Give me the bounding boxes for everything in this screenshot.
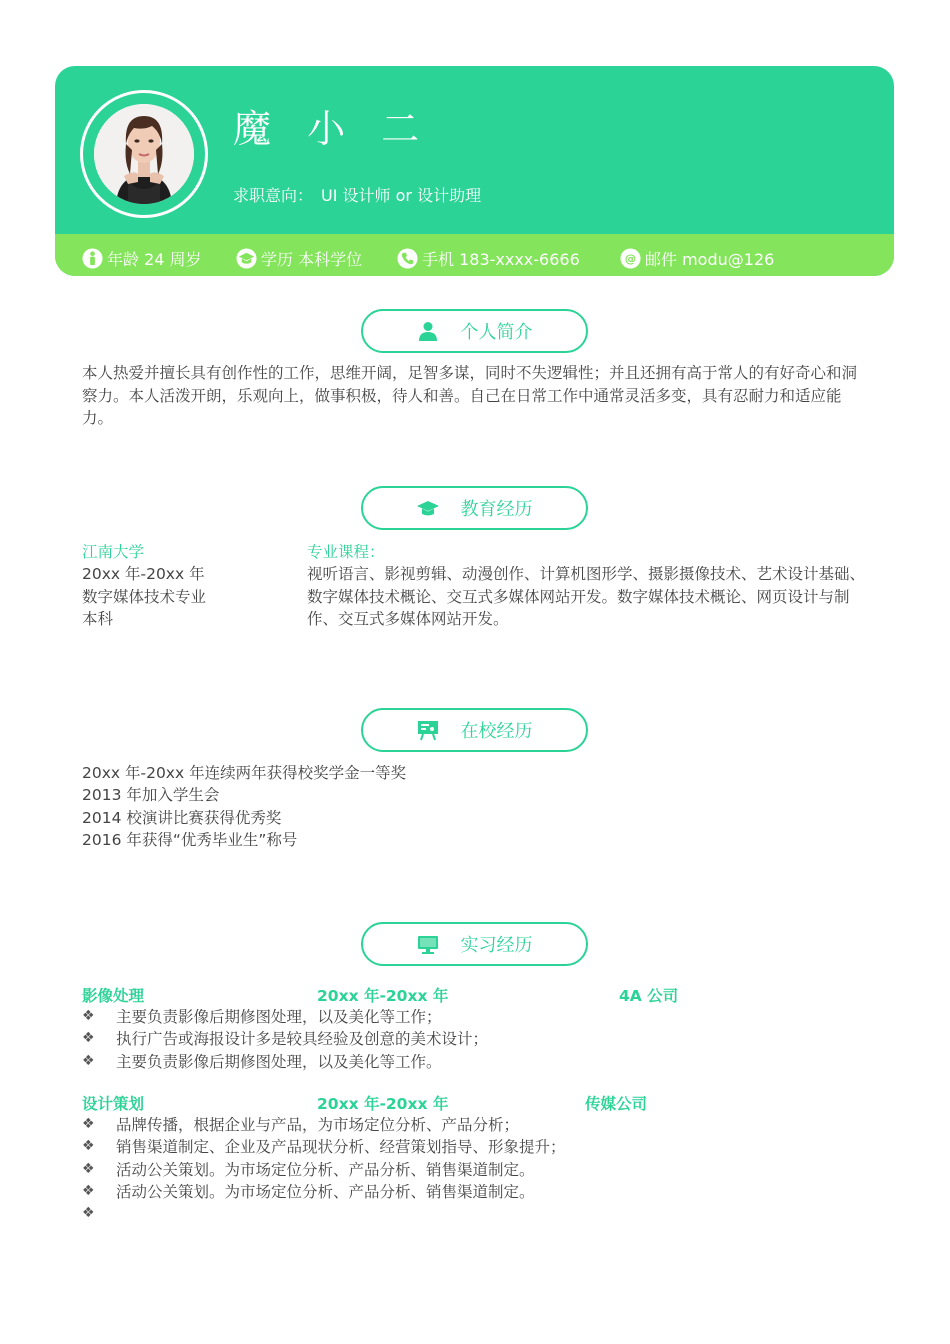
campus-item: 2014 校演讲比赛获得优秀奖 [82, 808, 282, 827]
bullet-icon: ❖ [82, 1183, 95, 1200]
campus-item: 2016 年获得“优秀毕业生”称号 [82, 830, 298, 849]
bullet-icon: ❖ [82, 1030, 95, 1047]
presentation-board-icon [417, 719, 439, 741]
list-item-text: 执行广告或海报设计多是较具经验及创意的美术设计； [116, 1030, 489, 1049]
list-item [82, 1027, 862, 1049]
email-text: 邮件 modu@126 [645, 250, 775, 269]
job-intent-label: 求职意向： [233, 186, 314, 205]
list-item-text: 活动公关策划。为市场定位分析、产品分析、销售渠道制定。 [116, 1160, 535, 1179]
profile-text: 本人热爱并擅长具有创作性的工作，思维开阔，足智多谋，同时不失逻辑性；并且还拥有高于常人的有好奇心和洞察力。本人活泼开朗，乐观向上，做事积极，待人和善。自己在日常工作中通常灵活多变，具有忍耐力和适应能力。 [82, 364, 858, 427]
education-section-title [361, 486, 588, 530]
list-item-text: 主要负责影像后期修图处理，以及美化等工作。 [116, 1052, 442, 1071]
job-period: 20xx 年-20xx 年 [317, 987, 449, 1005]
internship-title: 实习经历 [460, 935, 533, 956]
courses-text: 视听语言、影视剪辑、动漫创作、计算机图形学、摄影摄像技术、艺术设计基础、数字媒体技术概论、交互式多媒体网站开发。数字媒体技术概论、网页设计与制作、交互式多媒体网站开发。 [307, 565, 866, 628]
education-degree: 本科 [82, 609, 114, 628]
education-major: 数字媒体技术专业 [82, 587, 207, 606]
age-info [82, 247, 202, 270]
job-bullets [82, 1113, 862, 1224]
education-icon [236, 248, 257, 269]
job-bullets [82, 1005, 862, 1072]
bullet-icon: ❖ [82, 1205, 95, 1222]
candidate-name: 魔 小 二 [233, 107, 432, 151]
age-icon [82, 248, 103, 269]
list-item [82, 1005, 862, 1027]
list-item [82, 1180, 862, 1202]
bullet-icon: ❖ [82, 1052, 95, 1069]
job-intent [233, 183, 489, 206]
education-left [82, 541, 282, 630]
list-item [82, 1135, 862, 1157]
job-company: 传媒公司 [585, 1095, 648, 1113]
job-role: 影像处理 [82, 987, 145, 1005]
internship-section-title [361, 922, 588, 966]
campus-title: 在校经历 [460, 721, 533, 742]
job-period: 20xx 年-20xx 年 [317, 1095, 449, 1113]
campus-section-title [361, 708, 588, 752]
list-item-text: 品牌传播，根据企业与产品，为市场定位分析、产品分析； [116, 1116, 520, 1135]
phone-info [397, 247, 580, 270]
profile-section-title [361, 309, 588, 353]
phone-icon [397, 248, 418, 269]
list-item [82, 1050, 862, 1072]
bullet-icon: ❖ [82, 1008, 95, 1025]
email-icon [620, 248, 641, 269]
job-role: 设计策划 [82, 1095, 145, 1113]
education-title: 教育经历 [460, 499, 533, 520]
bullet-icon: ❖ [82, 1138, 95, 1155]
avatar-frame [80, 90, 208, 218]
campus-list [82, 762, 682, 851]
education-right [307, 541, 871, 630]
age-text: 年龄 24 周岁 [107, 250, 202, 269]
education-period: 20xx 年-20xx 年 [82, 565, 205, 584]
phone-text: 手机 183-xxxx-6666 [422, 250, 580, 269]
campus-item: 20xx 年-20xx 年连续两年获得校奖学金一等奖 [82, 764, 407, 782]
bullet-icon: ❖ [82, 1116, 95, 1133]
person-icon [417, 320, 439, 342]
education-text: 学历 本科学位 [261, 250, 363, 269]
list-item [82, 1158, 862, 1180]
profile-title: 个人简介 [460, 322, 533, 343]
education-info [236, 247, 362, 270]
courses-label: 专业课程： [307, 543, 385, 561]
resume-header [55, 66, 894, 276]
list-item-text: 主要负责影像后期修图处理，以及美化等工作； [116, 1008, 442, 1027]
campus-item: 2013 年加入学生会 [82, 786, 220, 805]
list-item [82, 1113, 862, 1135]
job-header [82, 984, 782, 1006]
monitor-icon [417, 933, 439, 955]
avatar [94, 104, 194, 204]
list-item [82, 1202, 862, 1224]
graduation-cap-icon [417, 497, 439, 519]
job-intent-value: UI 设计师 or 设计助理 [321, 186, 482, 205]
email-info [620, 247, 774, 270]
svg-text:@: @ [624, 251, 637, 266]
list-item-text: 销售渠道制定、企业及产品现状分析、经营策划指导、形象提升； [116, 1138, 566, 1157]
job-header [82, 1092, 782, 1114]
list-item-text: 活动公关策划。为市场定位分析、产品分析、销售渠道制定。 [116, 1183, 535, 1202]
school-name: 江南大学 [82, 543, 145, 561]
job-company: 4A 公司 [619, 987, 679, 1005]
bullet-icon: ❖ [82, 1160, 95, 1177]
